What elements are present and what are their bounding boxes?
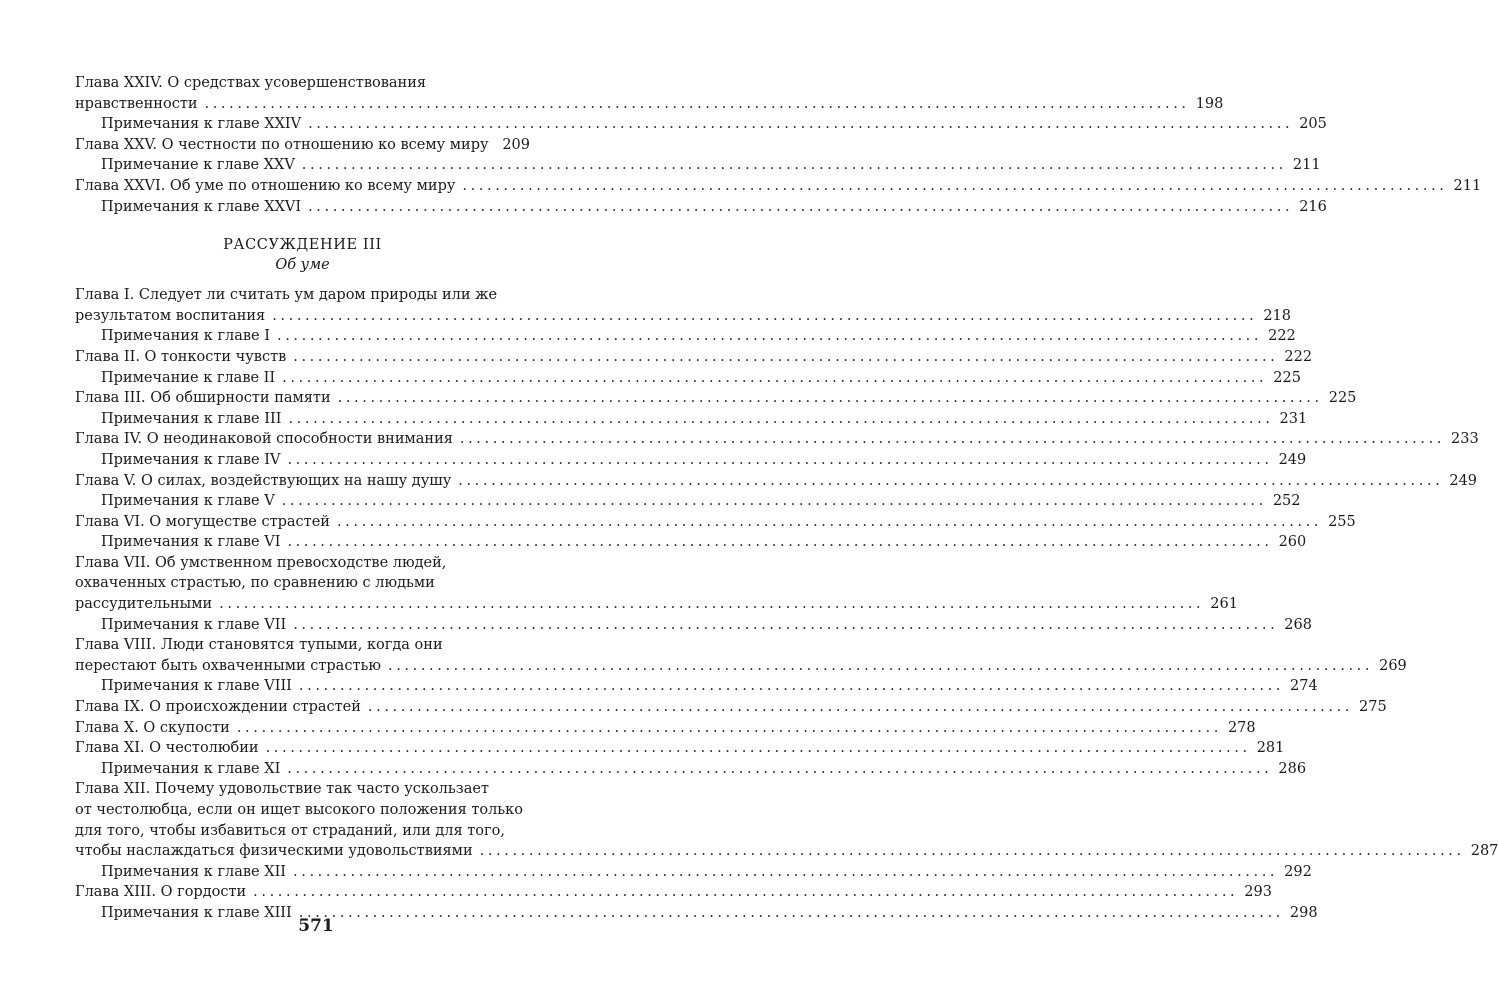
dot-leader: ........................................................................................................................	[293, 348, 1279, 365]
entry-title: Глава XXVI. Об уме по отношению ко всему миру	[75, 177, 456, 194]
entry-page-number: 198	[1195, 95, 1224, 112]
entry-page-number: 274	[1290, 678, 1318, 695]
entry-title: Примечания к главе XII	[101, 863, 287, 880]
dot-leader: ........................................................................................................................	[293, 863, 1279, 880]
toc-chapter-entry	[75, 882, 1272, 903]
entry-page-number: 278	[1227, 719, 1256, 736]
entry-title: Примечания к главе V	[101, 493, 275, 510]
entry-final-line	[75, 512, 1356, 533]
dot-leader: ........................................................................................................................	[301, 157, 1287, 174]
dot-leader: ........................................................................................................................	[253, 884, 1239, 901]
entry-title: Примечания к главе IV	[101, 451, 281, 468]
table-of-contents	[75, 73, 1498, 924]
section-subtitle: Об уме	[275, 257, 330, 274]
dot-leader: ........................................................................................................................	[236, 719, 1222, 736]
entry-page-number: 293	[1244, 884, 1272, 901]
entry-final-line	[101, 862, 1312, 883]
entry-final-line	[101, 155, 1321, 176]
entry-title: Глава IV. О неодинаковой способности внимания	[75, 431, 453, 448]
toc-entries-top	[75, 73, 1482, 217]
entry-final-line	[101, 532, 1307, 553]
entry-title-line: для того, чтобы избавиться от страданий, или для того,	[75, 822, 505, 839]
entry-title: Глава V. О силах, воздействующих на нашу душу	[75, 472, 452, 489]
entry-title: Глава II. О тонкости чувств	[75, 348, 287, 365]
entry-final-line	[101, 615, 1312, 636]
entry-title: Примечания к главе VIII	[101, 678, 292, 695]
entry-page-number: 216	[1299, 198, 1327, 215]
entry-page-number: 261	[1210, 596, 1238, 613]
entry-final-line	[75, 882, 1272, 903]
page-number: 571	[298, 916, 334, 936]
entry-page-number: 225	[1328, 390, 1357, 407]
toc-chapter-entry	[75, 738, 1285, 759]
toc-chapter-entry	[75, 635, 1407, 676]
entry-title: Глава X. О скупости	[75, 719, 230, 736]
entry-title: Примечания к главе XI	[101, 760, 281, 777]
toc-chapter-entry	[75, 553, 1238, 615]
entry-title: Глава VI. О могуществе страстей	[75, 513, 330, 530]
entry-final-line	[75, 135, 530, 156]
dot-leader: ........................................................................................................................	[272, 307, 1258, 324]
entry-title-line: охваченных страстью, по сравнению с людьми	[75, 575, 435, 592]
toc-notes-entry	[75, 491, 1301, 512]
entry-page-number: 252	[1272, 493, 1301, 510]
toc-notes-entry	[75, 326, 1296, 347]
entry-title: Примечание к главе XXV	[101, 157, 295, 174]
dot-leader: ........................................................................................................................	[462, 177, 1448, 194]
entry-title: нравственности	[75, 95, 198, 112]
entry-final-line	[75, 738, 1285, 759]
entry-page-number: 211	[1453, 177, 1482, 194]
section-title: РАССУЖДЕНИЕ III	[223, 237, 382, 254]
dot-leader: ........................................................................................................................	[282, 369, 1268, 386]
toc-chapter-entry	[75, 718, 1256, 739]
entry-page-number: 233	[1451, 431, 1479, 448]
entry-page-number: 249	[1278, 451, 1307, 468]
toc-chapter-entry	[75, 176, 1482, 197]
dot-leader: ........................................................................................................................	[308, 116, 1294, 133]
entry-title: Примечания к главе I	[101, 328, 270, 345]
toc-notes-entry	[75, 615, 1312, 636]
entry-title: Глава IX. О происхождении страстей	[75, 699, 361, 716]
dot-leader: ........................................................................................................................	[287, 451, 1273, 468]
entry-page-number: 211	[1292, 157, 1321, 174]
toc-chapter-entry	[75, 73, 1224, 114]
entry-title: Примечания к главе XXVI	[101, 198, 302, 215]
entry-title: чтобы наслаждаться физическими удовольствиями	[75, 843, 473, 860]
toc-chapter-entry	[75, 429, 1479, 450]
entry-page-number: 275	[1359, 699, 1387, 716]
toc-notes-entry	[75, 862, 1312, 883]
toc-notes-entry	[75, 676, 1318, 697]
dot-leader: ........................................................................................................................	[308, 198, 1294, 215]
entry-final-line	[101, 450, 1307, 471]
dot-leader: ........................................................................................................................	[459, 431, 1445, 448]
entry-title: Глава III. Об обширности памяти	[75, 390, 331, 407]
dot-leader: ........................................................................................................................	[276, 328, 1263, 345]
entry-final-line	[101, 676, 1318, 697]
dot-leader: ........................................................................................................................	[298, 904, 1284, 921]
dot-leader: ........................................................................................................................	[287, 534, 1273, 551]
toc-notes-entry	[75, 409, 1308, 430]
entry-title-line: Глава XXIV. О средствах усовершенствования	[75, 75, 427, 91]
toc-notes-entry	[75, 155, 1321, 176]
entry-title: Примечания к главе III	[101, 410, 282, 427]
entry-page-number: 218	[1263, 307, 1291, 324]
dot-leader: ........................................................................................................................	[336, 513, 1323, 530]
entry-page-number: 205	[1299, 116, 1327, 133]
dot-leader: ........................................................................................................................	[281, 493, 1267, 510]
dot-leader: ........................................................................................................................	[479, 843, 1465, 860]
entry-page-number: 209	[502, 136, 530, 153]
entry-title: перестают быть охваченными страстью	[75, 657, 381, 674]
toc-chapter-entry	[75, 779, 1498, 861]
entry-final-line	[75, 718, 1256, 739]
entry-page-number: 222	[1268, 328, 1296, 345]
toc-chapter-entry	[75, 347, 1313, 368]
toc-notes-entry	[75, 368, 1301, 389]
toc-chapter-entry	[75, 388, 1357, 409]
toc-notes-entry	[75, 532, 1307, 553]
entry-final-line	[75, 347, 1313, 368]
entry-title: Глава XIII. О гордости	[75, 884, 247, 901]
entry-final-line	[75, 594, 1238, 615]
entry-page-number: 268	[1284, 616, 1312, 633]
entry-page-number: 222	[1284, 348, 1313, 365]
entry-title: Примечания к главе XXIV	[101, 116, 302, 133]
dot-leader: ........................................................................................................................	[387, 657, 1374, 674]
entry-title: Примечания к главе VII	[101, 616, 287, 633]
dot-leader: ........................................................................................................................	[337, 390, 1323, 407]
toc-chapter-entry	[75, 512, 1356, 533]
toc-notes-entry	[75, 450, 1307, 471]
toc-entries	[75, 285, 1498, 923]
toc-notes-entry	[75, 759, 1307, 780]
entry-title: рассудительными	[75, 596, 213, 613]
entry-title: Глава XXV. О честности по отношению ко всему миру	[75, 136, 489, 153]
entry-final-line	[75, 388, 1357, 409]
entry-title: результатом воспитания	[75, 307, 266, 324]
entry-title-line: Глава VIII. Люди становятся тупыми, когда они	[75, 637, 443, 654]
entry-page-number: 225	[1273, 369, 1301, 386]
entry-title-line: от честолюбца, если он ищет высокого положения только	[75, 802, 523, 818]
dot-leader: ........................................................................................................................	[288, 410, 1274, 427]
dot-leader: ........................................................................................................................	[367, 699, 1354, 716]
entry-page-number: 281	[1256, 740, 1285, 757]
entry-final-line	[101, 114, 1327, 135]
entry-final-line	[75, 306, 1291, 327]
entry-title: Примечание к главе II	[101, 369, 276, 386]
entry-final-line	[101, 197, 1327, 218]
entry-page-number: 249	[1449, 472, 1478, 489]
entry-page-number: 292	[1284, 863, 1312, 880]
entry-page-number: 260	[1278, 534, 1307, 551]
toc-chapter-entry	[75, 285, 1291, 326]
entry-title: Глава XI. О честолюбии	[75, 740, 259, 757]
entry-final-line	[75, 841, 1498, 862]
dot-leader: ........................................................................................................................	[458, 472, 1444, 489]
dot-leader: ........................................................................................................................	[219, 596, 1205, 613]
entry-page-number: 255	[1328, 513, 1356, 530]
entry-page-number: 269	[1379, 657, 1407, 674]
entry-page-number: 287	[1470, 843, 1498, 860]
entry-title: Примечания к главе VI	[101, 534, 281, 551]
toc-notes-entry	[75, 197, 1327, 218]
entry-page-number: 298	[1289, 904, 1318, 921]
entry-final-line	[75, 429, 1479, 450]
entry-title-line: Глава VII. Об умственном превосходстве людей,	[75, 554, 447, 571]
entry-page-number: 231	[1279, 410, 1308, 427]
entry-final-line	[75, 697, 1387, 718]
dot-leader: ........................................................................................................................	[293, 616, 1279, 633]
entry-final-line	[101, 326, 1296, 347]
entry-final-line	[75, 656, 1407, 677]
entry-title-line: Глава I. Следует ли считать ум даром природы или же	[75, 287, 498, 304]
entry-title-line: Глава XII. Почему удовольствие так часто ускользает	[75, 781, 489, 798]
dot-leader: ........................................................................................................................	[287, 760, 1273, 777]
dot-leader: ........................................................................................................................	[265, 740, 1251, 757]
dot-leader: ........................................................................................................................	[298, 678, 1285, 695]
entry-final-line	[101, 409, 1308, 430]
toc-chapter-entry	[75, 135, 530, 156]
dot-leader: ........................................................................................................................	[204, 95, 1190, 112]
entry-final-line	[75, 176, 1482, 197]
toc-chapter-entry	[75, 697, 1387, 718]
entry-page-number: 286	[1278, 760, 1307, 777]
entry-final-line	[101, 491, 1301, 512]
entry-final-line	[101, 759, 1307, 780]
entry-title: Примечания к главе XIII	[101, 904, 292, 921]
toc-notes-entry	[75, 114, 1327, 135]
entry-final-line	[75, 471, 1478, 492]
entry-final-line	[101, 368, 1301, 389]
dot-leader	[496, 135, 497, 156]
toc-chapter-entry	[75, 471, 1478, 492]
entry-final-line	[75, 94, 1224, 115]
